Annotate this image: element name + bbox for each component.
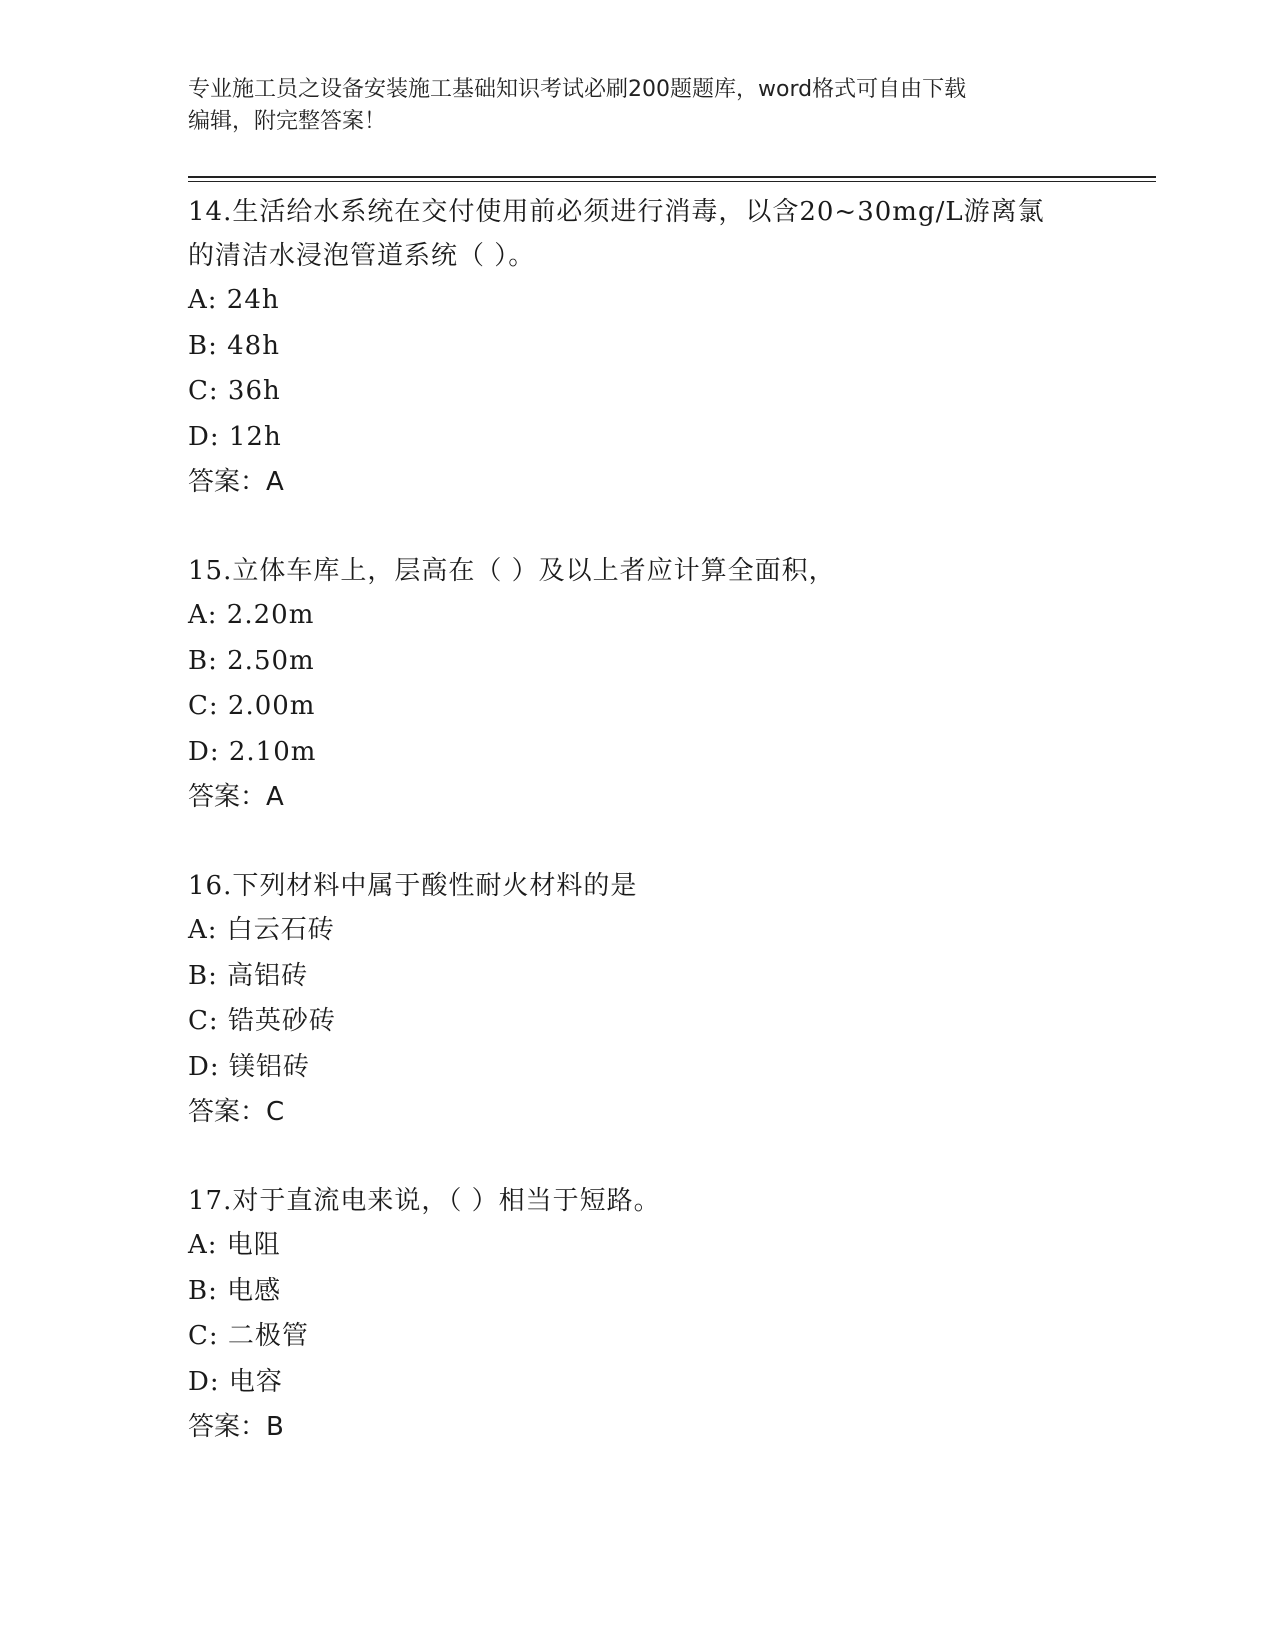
header-divider-thick [188, 176, 1156, 178]
option-c: C: 锆英砂砖 [188, 1006, 336, 1036]
question-list [188, 190, 1088, 1494]
option-a: A: 24h [188, 285, 280, 315]
page-header [188, 74, 1088, 138]
question-14 [188, 190, 1088, 505]
option-d: D: 镁铝砖 [188, 1051, 310, 1082]
answer: 答案：C [188, 1097, 285, 1127]
question-15 [188, 549, 1088, 820]
option-a: A: 2.20m [188, 600, 315, 630]
answer: 答案：A [188, 782, 284, 812]
question-stem: 14.生活给水系统在交付使用前必须进行消毒，以含20~30mg/L游离氯 [188, 197, 1045, 227]
question-stem: 17.对于直流电来说，（ ）相当于短路。 [188, 1186, 661, 1216]
question-stem: 16.下列材料中属于酸性耐火材料的是 [188, 871, 638, 901]
option-c: C: 二极管 [188, 1321, 309, 1351]
option-a: A: 电阻 [188, 1230, 281, 1260]
header-line-1: 专业施工员之设备安装施工基础知识考试必刷200题题库，word格式可自由下载 [188, 77, 967, 102]
option-b: B: 48h [188, 330, 280, 361]
question-stem: 15.立体车库上，层高在（ ）及以上者应计算全面积， [188, 556, 836, 586]
header-divider-thin [188, 181, 1156, 182]
option-d: D: 2.10m [188, 736, 317, 767]
option-c: C: 36h [188, 376, 281, 406]
option-d: D: 电容 [188, 1366, 283, 1397]
answer: 答案：A [188, 467, 284, 497]
option-b: B: 电感 [188, 1275, 282, 1306]
option-d: D: 12h [188, 421, 282, 452]
question-stem-continued: 的清洁水浸泡管道系统（ ）。 [188, 241, 536, 271]
answer: 答案：B [188, 1412, 284, 1442]
question-17 [188, 1179, 1088, 1450]
option-b: B: 高铝砖 [188, 960, 309, 991]
header-line-2: 编辑，附完整答案！ [188, 109, 387, 134]
question-16 [188, 864, 1088, 1135]
option-a: A: 白云石砖 [188, 915, 335, 945]
option-c: C: 2.00m [188, 691, 316, 721]
option-b: B: 2.50m [188, 645, 315, 676]
